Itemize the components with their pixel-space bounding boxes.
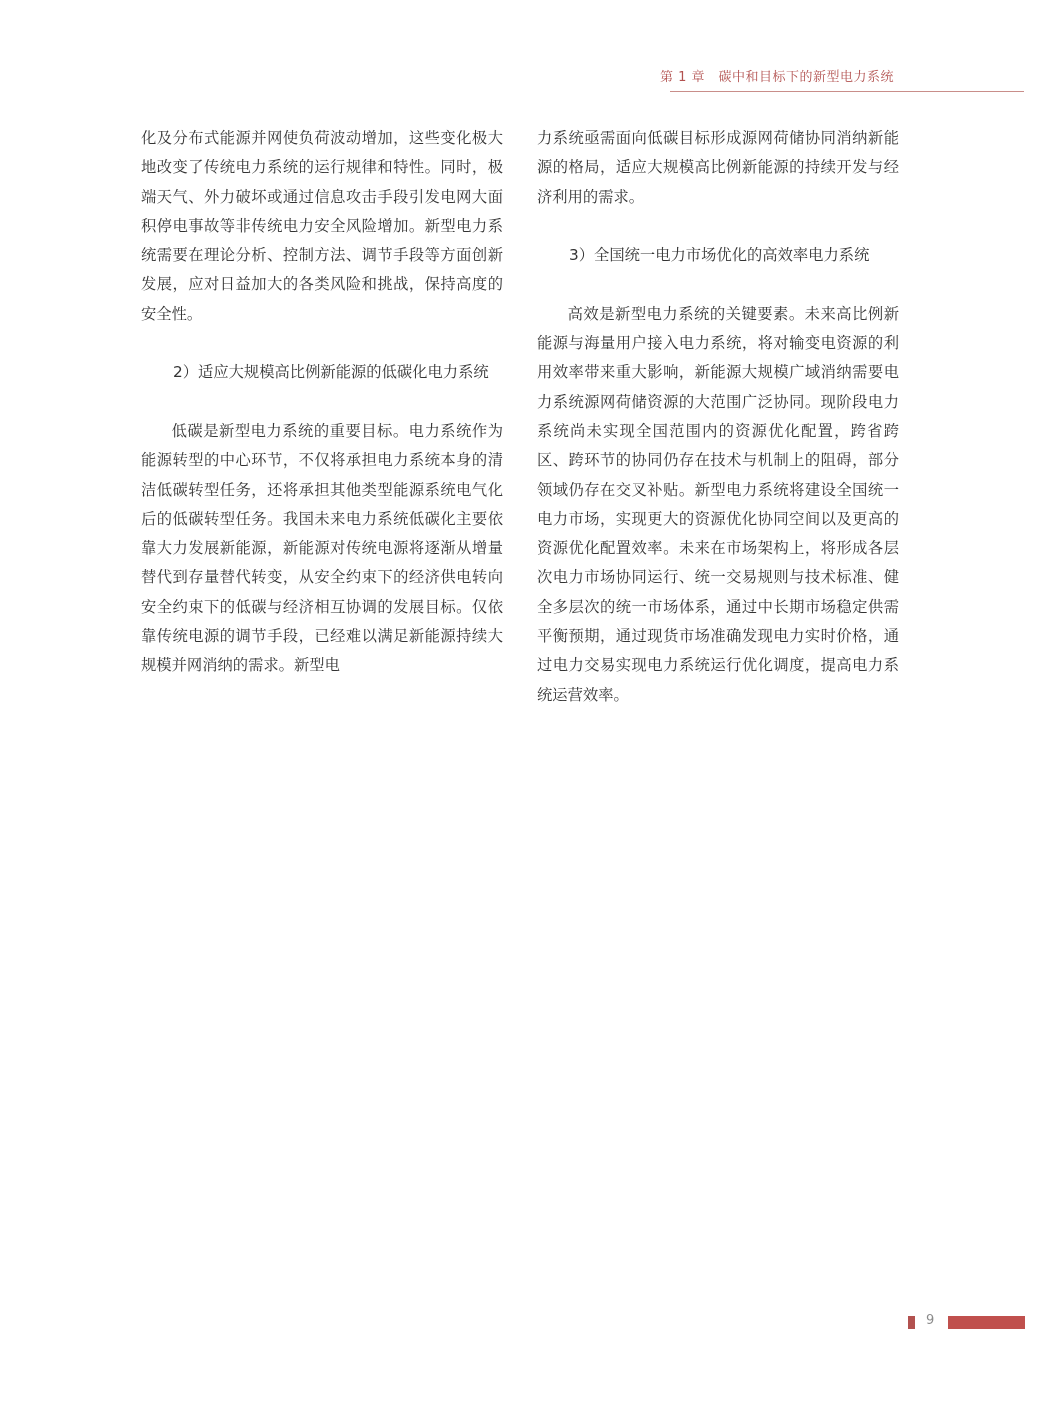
- right-column: [537, 124, 899, 710]
- page-number: 9: [926, 1313, 935, 1328]
- left-column: [141, 124, 503, 681]
- right-paragraph-1: 力系统亟需面向低碳目标形成源网荷储协同消纳新能源的格局，适应大规模高比例新能源的持续开发与经济利用的需求。: [537, 129, 899, 206]
- footer-accent-bar: [948, 1316, 1025, 1329]
- left-paragraph-1: 化及分布式能源并网使负荷波动增加，这些变化极大地改变了传统电力系统的运行规律和特性。同时，极端天气、外力破坏或通过信息攻击手段引发电网大面积停电事故等非传统电力安全风险增加。新型电力系统需要在理论分析、控制方法、调节手段等方面创新发展，应对日益加大的各类风险和挑战，保持高度的安全性。: [141, 129, 503, 323]
- section-heading-3: 3）全国统一电力市场优化的高效率电力系统: [569, 246, 870, 265]
- left-paragraph-2: 低碳是新型电力系统的重要目标。电力系统作为能源转型的中心环节，不仅将承担电力系统本身的清洁低碳转型任务，还将承担其他类型能源系统电气化后的低碳转型任务。我国未来电力系统低碳化主要依靠大力发展新能源，新能源对传统电源将逐渐从增量替代到存量替代转变，从安全约束下的经济供电转向安全约束下的低碳与经济相互协调的发展目标。仅依靠传统电源的调节手段，已经难以满足新能源持续大规模并网消纳的需求。新型电: [141, 421, 503, 675]
- section-heading-2: 2）适应大规模高比例新能源的低碳化电力系统: [173, 363, 489, 382]
- header-divider: [670, 91, 1024, 92]
- footer-marker: [908, 1316, 915, 1329]
- chapter-header: 第 1 章 碳中和目标下的新型电力系统: [659, 70, 894, 85]
- right-paragraph-2: 高效是新型电力系统的关键要素。未来高比例新能源与海量用户接入电力系统，将对输变电资源的利用效率带来重大影响，新能源大规模广域消纳需要电力系统源网荷储资源的大范围广泛协同。现阶段电力系统尚未实现全国范围内的资源优化配置，跨省跨区、跨环节的协同仍存在技术与机制上的阻碍，部分领域仍存在交叉补贴。新型电力系统将建设全国统一电力市场，实现更大的资源优化协同空间以及更高的资源优化配置效率。未来在市场架构上，将形成各层次电力市场协同运行、统一交易规则与技术标准、健全多层次的统一市场体系，通过中长期市场稳定供需平衡预期，通过现货市场准确发现电力实时价格，通过电力交易实现电力系统运行优化调度，提高电力系统运营效率。: [537, 304, 899, 704]
